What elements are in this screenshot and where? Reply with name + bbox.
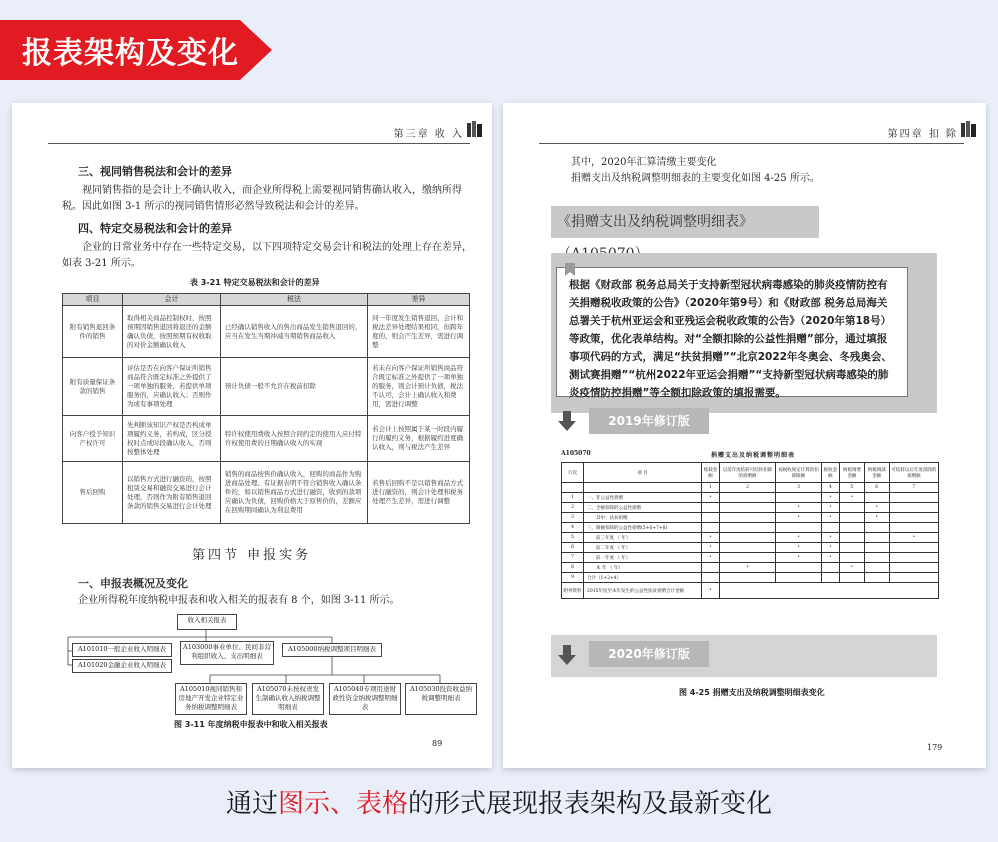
down-arrow-icon — [558, 645, 576, 665]
form-row — [562, 523, 939, 533]
form-row-number: 附列资料 — [562, 583, 584, 599]
form-header-cell: 税收金额 — [821, 463, 839, 483]
section3-text: 视同销售指的是会计上不确认收入，而企业所得税上需要视同销售确认收入，缴纳所得税。因此如图 3-1 所示的视同销售情形必然导致税法和会计的差异。 — [62, 185, 462, 212]
form-row-number: 9 — [562, 573, 584, 583]
form-cell: 3 — [776, 483, 822, 493]
figure-caption: 图 3-11 年度纳税申报表中和收入相关报表 — [174, 720, 328, 729]
table-cell: 预计负债一般不允许在税前扣除 — [220, 358, 367, 416]
form-row: 8 本 年 （ 年） • • — [562, 563, 939, 573]
banner-title: 报表架构及变化 — [22, 36, 239, 71]
table-header-cell: 项目 — [63, 294, 123, 306]
table-cell: 向客户授予知识产权许可 — [63, 416, 123, 462]
table-cell: 售后回购 — [63, 462, 123, 524]
form-table — [561, 462, 939, 599]
section3-title: 三、视同销售税法和会计的差异 — [78, 165, 232, 178]
diagram-child-node: A105030投资收益纳税调整明细表 — [405, 683, 477, 715]
header-rule — [539, 143, 964, 144]
form-row: 2 二、全额扣除的公益性捐赠 • • • — [562, 503, 939, 513]
form-row-item: 合计（1+2+4） — [584, 573, 702, 583]
footer-prefix: 通过 — [225, 789, 278, 819]
form-header-cell: 按税收规定计算的扣除限额 — [776, 463, 822, 483]
diagram-node: A101020金融企业收入明细表 — [72, 659, 172, 673]
form-header-cell: 纳税调增金额 — [839, 463, 864, 483]
diagram-child-node: A105040专项用途财政性资金纳税调整明细表 — [329, 683, 401, 715]
policy-note-text: 根据《财政部 税务总局关于支持新型冠状病毒感染的肺炎疫情防控有关捐赠税收政策的公告》（2020年第9号）和《财政部 税务总局海关总署关于杭州亚运会和亚残运会税收政策的公告》（2020年第18号）等政策，优化表单结构。对“全额扣除的公益性捐赠”部分，通过填报事项代码的方式，满足“扶贫捐赠”“北京2022年冬奥会、冬残奥会、测试赛捐赠”“杭州2022年亚运会捐赠”“支持新型冠状病毒感染的肺炎疫情防控捐赠”等全额扣除政策的填报需要。 — [569, 279, 892, 399]
form-row-item: 本 年 （ 年） — [584, 563, 702, 573]
form-title-box: 《捐赠支出及纳税调整明细表》 — [551, 206, 819, 238]
form-header-row — [562, 463, 939, 483]
form-cell: 6 — [864, 483, 889, 493]
left-book-page — [12, 103, 492, 768]
footer-suffix: 的形式展现报表架构及最新变化 — [408, 789, 773, 819]
table-cell: 若售后回购不是以销售商品方式进行融资的，则会计处理和税务处理产生差异，需进行调整 — [368, 462, 470, 524]
table-cell: 附有销售退回条件的销售 — [63, 306, 123, 358]
table-cell: 评估是否在向客户保证所销售商品符合既定标准之外提供了一项单独的服务，若提供单项服务的，应确认收入；否则作为或有事项处理 — [123, 358, 221, 416]
subsection-title: 一、申报表概况及变化 — [78, 577, 188, 590]
form-row-number: 3 — [562, 513, 584, 523]
section4-text: 企业的日常业务中存在一些特定交易，以下四项特定交易会计和税法的处理上存在差异，如表 3-21 所示。 — [62, 242, 472, 269]
diagram-child-node: A105070未按权责发生制确认收入纳税调整明细表 — [252, 683, 324, 715]
subsection-text: 企业所得税年度纳税申报表和收入相关的报表有 8 个，如图 3-11 所示。 — [78, 595, 400, 606]
form-row-item: 一、非公益性捐赠 — [584, 493, 702, 503]
form-header-cell: 纳税调减金额 — [864, 463, 889, 483]
form-row-number: 8 — [562, 563, 584, 573]
table-header-cell: 差异 — [368, 294, 470, 306]
form-row-item: 三、限额扣除的公益性捐赠(5+6+7+8) — [584, 523, 702, 533]
table-cell: 同一年度发生销售退回，会计和税法差异处理结果相同，但跨年度的，则会产生差异，需进行调整 — [368, 306, 470, 358]
form-heading — [561, 448, 939, 462]
books-icon — [960, 121, 978, 137]
intro-text: 其中，2020年汇算清缴主要变化 捐赠支出及纳税调整明细表的主要变化如图 4-25 所示。 — [571, 157, 820, 184]
form-cell: 4 — [821, 483, 839, 493]
form-row-item: 2015年度至本年发生的公益性扶贫捐赠合计金额 — [584, 583, 702, 599]
form-header-cell: 可结转以后年度扣除的捐赠额 — [889, 463, 938, 483]
form-row-number: 4 — [562, 523, 584, 533]
version-2020-label: 2020年修订版 — [589, 641, 709, 667]
bookmark-icon — [563, 263, 577, 277]
diagram-node: A105000纳税调整项目明细表 — [282, 643, 382, 657]
table-cell: 若未在向客户保证所销售商品符合既定标准之外提供了一项单独的服务，则会计预计负债，税法不认可，会计上确认收入和费用，需进行调整 — [368, 358, 470, 416]
form-cell: 7 — [889, 483, 938, 493]
title-banner — [0, 20, 272, 80]
form-code: A105070 — [561, 450, 591, 457]
form-row: 7 前一年度 （ 年） • • • — [562, 553, 939, 563]
table-cell: 附有质量保证条款的销售 — [63, 358, 123, 416]
form-cell: 5 — [839, 483, 864, 493]
page-header: 第四章 扣 除 — [887, 129, 958, 140]
form-row-number: 5 — [562, 533, 584, 543]
diagram-node: A101010一般企业收入明细表 — [72, 643, 172, 657]
form-row-number: 1 — [562, 493, 584, 503]
form-cell — [562, 483, 584, 493]
form-row: 3 其中：扶贫捐赠 • • • — [562, 513, 939, 523]
form-row-item: 前三年度 （ 年） — [584, 533, 702, 543]
diagram-child-node: A105010视同销售和房地产开发企业特定业务纳税调整明细表 — [175, 683, 247, 715]
version-2019-label: 2019年修订版 — [589, 408, 709, 434]
form-row-number: 7 — [562, 553, 584, 563]
form-cell — [584, 483, 702, 493]
form-row: 5 前三年度 （ 年） • • • • — [562, 533, 939, 543]
section4-title: 四、特定交易税法和会计的差异 — [78, 222, 232, 235]
form-header-cell: 以前年度结转可结转扣除的捐赠额 — [719, 463, 775, 483]
footer-highlight-figures: 图示 — [277, 789, 330, 819]
form-header-cell: 账载金额 — [702, 463, 720, 483]
form-header-cell: 行次 — [562, 463, 584, 483]
table-cell: 先判断该知识产权是否构成单项履约义务，若构成，区分授权时点或时段确认收入，否则按整体处理 — [123, 416, 221, 462]
page-header: 第三章 收 入 — [393, 129, 464, 140]
section-heading: 第四节 申报实务 — [192, 548, 312, 563]
form-row-item: 其中：扶贫捐赠 — [584, 513, 702, 523]
policy-note — [556, 267, 908, 397]
figure-caption: 图 4-25 捐赠支出及纳税调整明细表变化 — [679, 688, 825, 697]
right-book-page — [503, 103, 986, 768]
footer-slogan — [0, 783, 998, 820]
table-cell: 以销售方式进行融资的，按照租赁交易和融资交易进行会计处理，否则作为附有销售退回条款的销售交易进行会计处理 — [123, 462, 221, 524]
diagram-node: A103000事业单位、民间非营利组织收入、支出明细表 — [180, 641, 274, 665]
form-row-item: 前一年度 （ 年） — [584, 553, 702, 563]
form-row: 1 一、非公益性捐赠 • • • — [562, 493, 939, 503]
down-arrow-icon — [558, 411, 576, 431]
table-cell: 取得相关商品控制权时，按照预期因销售退回将退还的金额确认负债，按照预期有权收取的对价金额确认收入 — [123, 306, 221, 358]
table-header-cell: 会计 — [123, 294, 221, 306]
form-title: 捐赠支出及纳税调整明细表 — [711, 452, 796, 459]
form-cell: 1 — [702, 483, 720, 493]
form-row: 附列资料 2015年度至本年发生的公益性扶贫捐赠合计金额 • — [562, 583, 939, 599]
form-a105070 — [561, 448, 939, 599]
form-row: 6 前二年度 （ 年） • • • — [562, 543, 939, 553]
page-number: 89 — [432, 739, 443, 748]
form-row — [562, 573, 939, 583]
form-row-item: 二、全额扣除的公益性捐赠 — [584, 503, 702, 513]
form-row-item: 前二年度 （ 年） — [584, 543, 702, 553]
form-row-number: 2 — [562, 503, 584, 513]
diagram-root-node: 收入相关报表 — [177, 614, 237, 630]
table-cell: 若会计上按照属于某一时段内履行的履约义务，根据履约进度确认收入，则与税法产生差异 — [368, 416, 470, 462]
form-header-cell: 项 目 — [584, 463, 702, 483]
table-caption: 表 3-21 特定交易税法和会计的差异 — [190, 278, 320, 287]
table-cell: 已经确认销售收入的售出商品发生销售退回的，应当在发生当期冲减当期销售商品收入 — [220, 306, 367, 358]
footer-highlight-tables: 表格 — [356, 789, 409, 819]
form-cell: 2 — [719, 483, 775, 493]
form-colnum-row — [562, 483, 939, 493]
footer-separator: 、 — [329, 789, 356, 819]
table-header-cell: 税法 — [220, 294, 367, 306]
table-cell: 销售的商品按售价确认收入，回购的商品作为购进商品处理。有证据表明不符合销售收入确认条件的，如以销售商品方式进行融资，收到的款项应确认为负债，回购价格大于原售价的，差额应在回购期间确认为利息费用 — [220, 462, 367, 524]
form-row-number: 6 — [562, 543, 584, 553]
table-cell: 特许权使用费收入按照合同约定的使用人应付特许权使用费的日期确认收入的实现 — [220, 416, 367, 462]
page-number: 179 — [927, 743, 943, 752]
